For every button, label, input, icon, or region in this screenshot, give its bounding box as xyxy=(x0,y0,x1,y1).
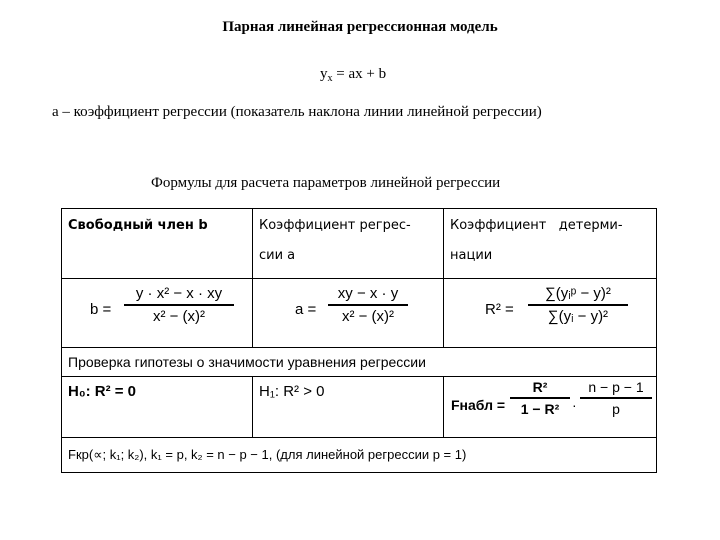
formulas-title: Формулы для расчета параметров линейной регрессии xyxy=(151,175,501,191)
formula-table xyxy=(61,208,657,473)
formula-a-lhs: a = xyxy=(295,301,317,318)
header-determination-line1: Коэффициент детерми- xyxy=(450,218,623,233)
col-divider xyxy=(252,209,253,347)
fraction-bar xyxy=(124,304,234,306)
page-title: Парная линейная регрессионная модель xyxy=(222,19,498,35)
f-critical: Fкр(∝; k₁; k₂), k₁ = p, k₂ = n − p − 1, (для линейной регрессии p = 1) xyxy=(68,447,467,462)
header-regression-coef-line1: Коэффициент регрес- xyxy=(259,218,411,233)
formula-a-denominator: x² − (x)² xyxy=(341,307,395,325)
f-observed-num1: R² xyxy=(532,379,548,395)
formula-b-lhs: b = xyxy=(90,301,112,318)
f-observed-lhs: Fнабл = xyxy=(451,397,506,413)
f-observed-num2: n − p − 1 xyxy=(588,379,644,395)
formula-r2-fraction xyxy=(528,285,628,325)
model-y: y xyxy=(320,66,328,82)
f-observed-den1: 1 − R² xyxy=(520,400,560,417)
f-observed-fraction-2 xyxy=(580,379,652,417)
formula-b-numerator: y · x² − x · xy xyxy=(135,285,223,302)
formula-r2-lhs: R² = xyxy=(485,301,514,318)
header-free-term: Свободный член b xyxy=(68,218,208,233)
hypothesis-h0: H₀: R² = 0 xyxy=(68,383,137,400)
hypothesis-h1: H₁: R² > 0 xyxy=(259,383,325,400)
col-divider xyxy=(252,376,253,437)
formula-b-fraction xyxy=(124,285,234,325)
row-divider xyxy=(62,278,656,279)
fraction-bar xyxy=(580,397,652,399)
hypothesis-title: Проверка гипотезы о значимости уравнения регрессии xyxy=(68,354,426,370)
f-observed-fraction-1 xyxy=(510,379,570,417)
formula-a-fraction xyxy=(328,285,408,325)
formula-r2-denominator: ∑(yᵢ − y)² xyxy=(547,307,609,325)
formula-b-denominator: x² − (x)² xyxy=(152,307,206,325)
fraction-bar xyxy=(528,304,628,306)
col-divider xyxy=(443,209,444,347)
model-sub: x xyxy=(327,73,333,84)
col-divider xyxy=(443,376,444,437)
formula-r2-numerator: ∑(yᵢᵖ − y)² xyxy=(545,285,611,302)
model-rest: = ax + b xyxy=(332,66,387,82)
header-determination-line2: нации xyxy=(450,248,493,263)
fraction-bar xyxy=(510,397,570,399)
coefficient-description: a – коэффициент регрессии (показатель наклона линии линейной регрессии) xyxy=(52,104,542,120)
header-regression-coef-line2: сии a xyxy=(259,248,296,263)
f-observed-dot: · xyxy=(572,397,577,413)
model-equation xyxy=(320,66,386,84)
f-observed-den2: p xyxy=(612,400,620,417)
formula-a-numerator: xy − x · y xyxy=(337,285,399,302)
fraction-bar xyxy=(328,304,408,306)
row-divider xyxy=(62,376,656,377)
